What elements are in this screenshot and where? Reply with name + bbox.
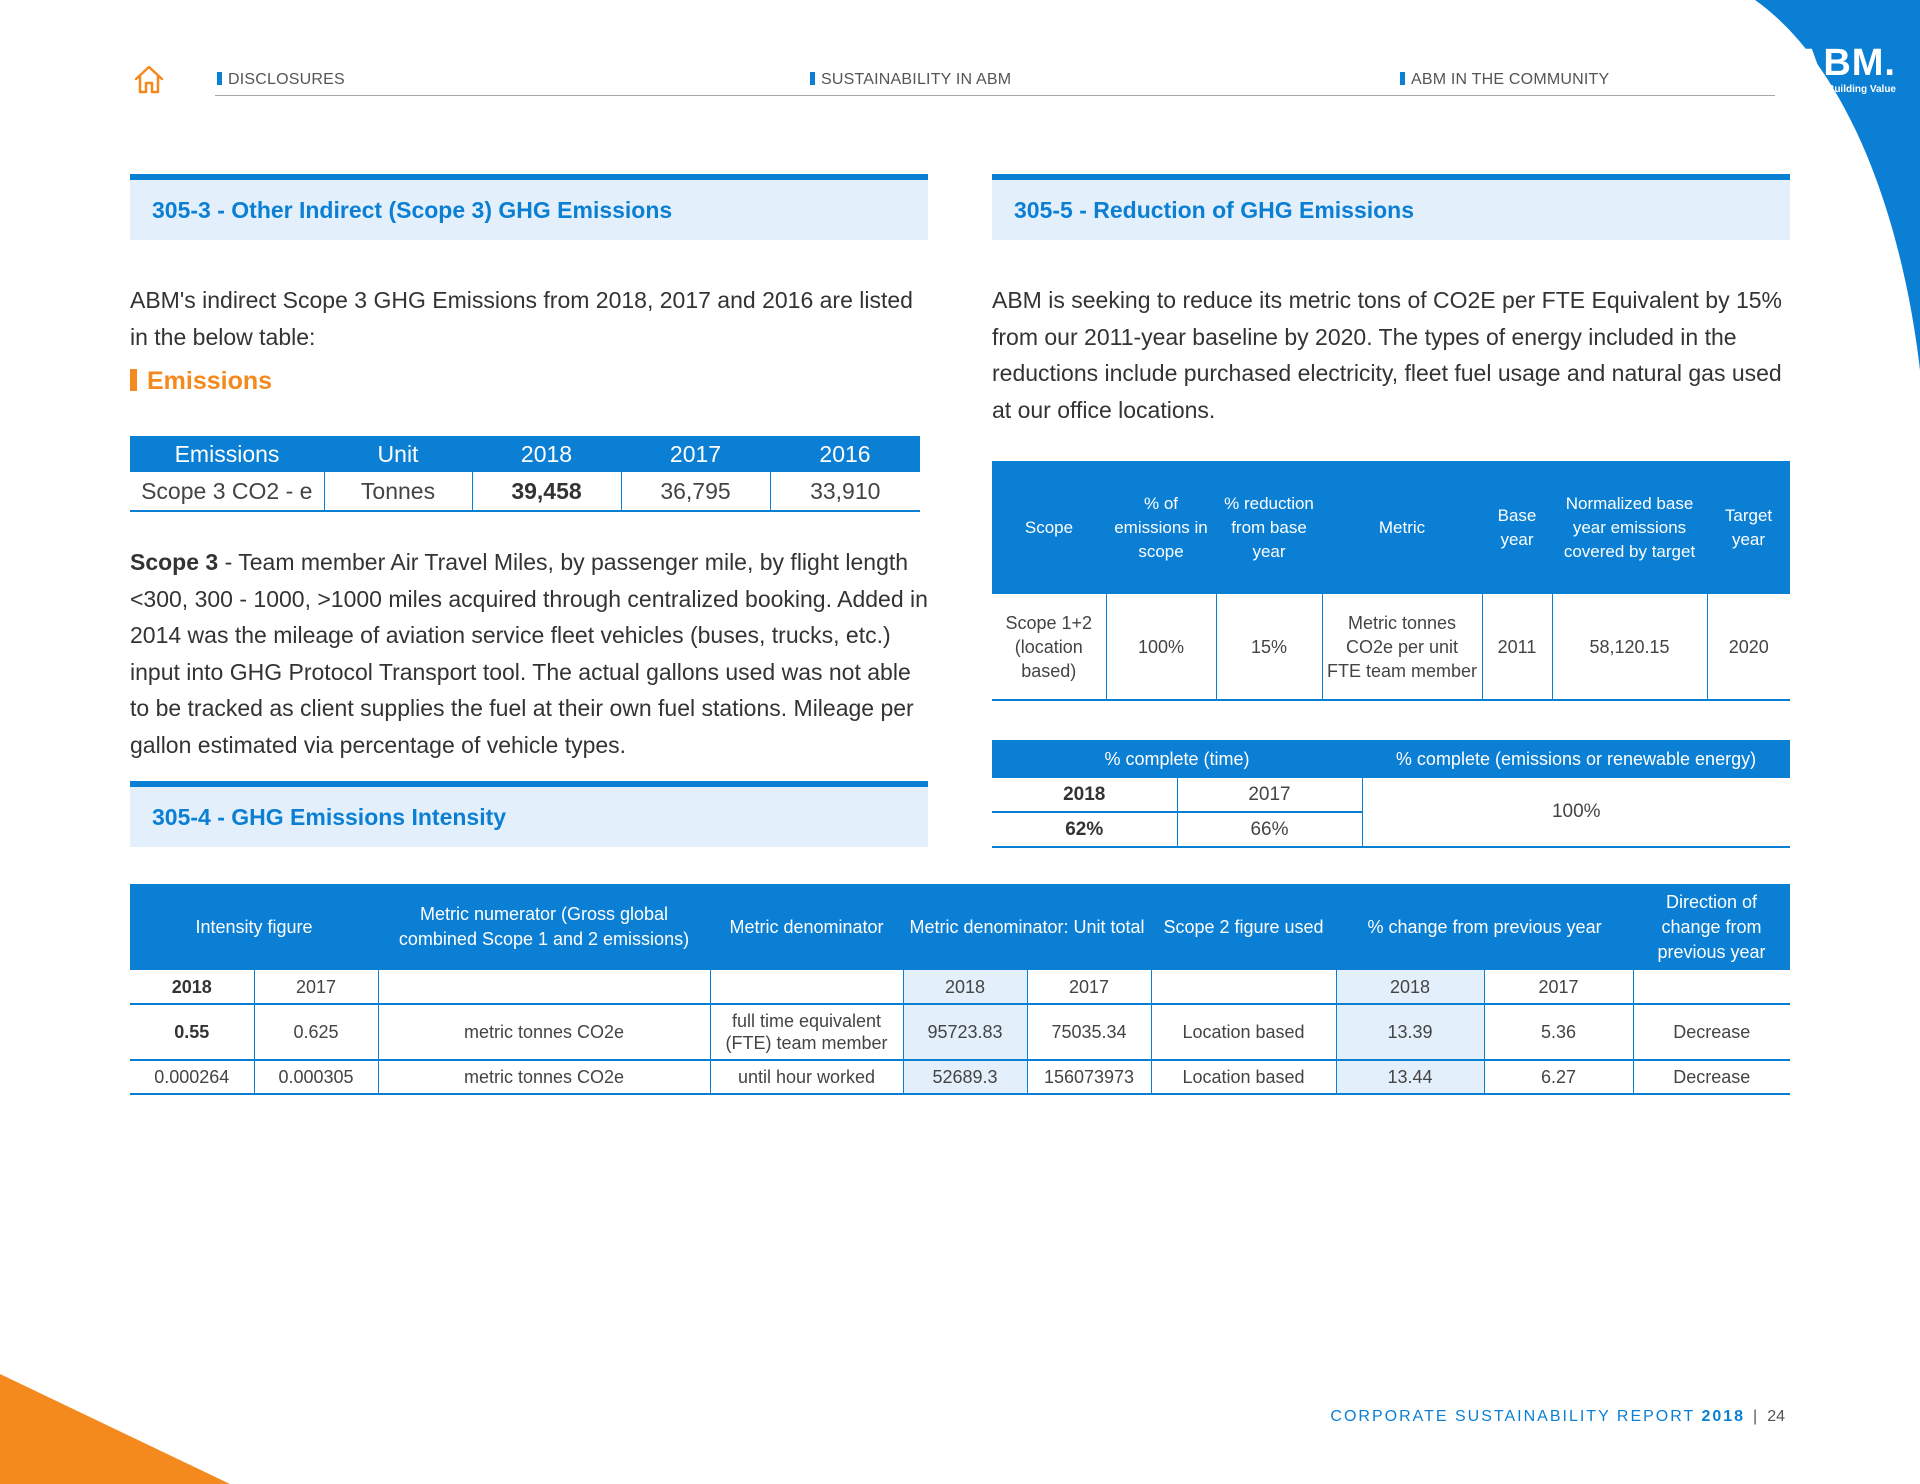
col-header-numerator: Metric numerator (Gross global combined Scope 1 and 2 emissions) xyxy=(378,884,710,970)
nav-sustainability[interactable]: SUSTAINABILITY IN ABM xyxy=(810,71,1011,89)
cell-base-year: 2011 xyxy=(1482,594,1552,700)
table-row xyxy=(130,472,920,511)
col-header-scope2: Scope 2 figure used xyxy=(1151,884,1336,970)
cell-pct-2018: 62% xyxy=(992,812,1177,847)
cell-target-year: 2020 xyxy=(1707,594,1790,700)
cell-pct-in-scope: 100% xyxy=(1106,594,1216,700)
section-heading-305-4: 305-4 - GHG Emissions Intensity xyxy=(130,781,928,847)
table-row xyxy=(130,1060,1790,1094)
footer-separator: | xyxy=(1753,1408,1760,1425)
cell-change-year-2017: 2017 xyxy=(1484,970,1633,1004)
cell-emissions-type: Scope 3 CO2 - e xyxy=(130,472,324,511)
scope3-text: - Team member Air Travel Miles, by passenger mile, by flight length <300, 300 - 1000, >1000 miles acquired through centralized booking. Added in 2014 was the mileage of aviation service fleet vehicles (buses, trucks, etc.) input into GHG Protocol Transport tool. The actual gallons used was not able to be tracked as client supplies the fuel at their own fuel stations. Mileage per gallon estimated via percentage of vehicle types. xyxy=(130,549,928,758)
cell-year-2017: 2017 xyxy=(1177,778,1362,812)
col-header-normalized: Normalized base year emissions covered by target xyxy=(1552,461,1707,594)
cell-numerator: metric tonnes CO2e xyxy=(378,1004,710,1060)
col-header-denominator: Metric denominator xyxy=(710,884,903,970)
orange-corner-triangle xyxy=(0,1374,230,1484)
col-header-direction: Direction of change from previous year xyxy=(1633,884,1790,970)
col-header-complete-time: % complete (time) xyxy=(992,740,1362,778)
col-header-2016: 2016 xyxy=(770,436,920,472)
cell-pct-reduction: 15% xyxy=(1216,594,1322,700)
cell-direction: Decrease xyxy=(1633,1060,1790,1094)
table-row xyxy=(992,594,1790,700)
cell-change-2017: 5.36 xyxy=(1484,1004,1633,1060)
nav-disclosures[interactable]: DISCLOSURES xyxy=(217,71,345,89)
col-header-metric: Metric xyxy=(1322,461,1482,594)
col-header-unit-total: Metric denominator: Unit total xyxy=(903,884,1151,970)
table-row xyxy=(130,970,1790,1004)
cell-unit: Tonnes xyxy=(324,472,472,511)
cell-intensity-year-2017: 2017 xyxy=(254,970,378,1004)
cell-empty xyxy=(710,970,903,1004)
cell-change-year-2018: 2018 xyxy=(1336,970,1484,1004)
home-icon[interactable] xyxy=(132,62,166,96)
col-header-pct-change: % change from previous year xyxy=(1336,884,1633,970)
cell-numerator: metric tonnes CO2e xyxy=(378,1060,710,1094)
reduction-table xyxy=(992,461,1790,701)
cell-change-2017: 6.27 xyxy=(1484,1060,1633,1094)
cell-unit-total-2018: 95723.83 xyxy=(903,1004,1027,1060)
cell-pct-2017: 66% xyxy=(1177,812,1362,847)
col-header-scope: Scope xyxy=(992,461,1106,594)
cell-metric: Metric tonnes CO2e per unit FTE team member xyxy=(1322,594,1482,700)
cell-unit-year-2017: 2017 xyxy=(1027,970,1151,1004)
cell-year-2018: 2018 xyxy=(992,778,1177,812)
cell-change-2018: 13.39 xyxy=(1336,1004,1484,1060)
col-header-base-year: Base year xyxy=(1482,461,1552,594)
page-footer xyxy=(1330,1408,1785,1426)
scope3-label: Scope 3 xyxy=(130,549,219,575)
cell-2017: 36,795 xyxy=(621,472,770,511)
cell-intensity-2018: 0.55 xyxy=(130,1004,254,1060)
section-heading-305-5: 305-5 - Reduction of GHG Emissions xyxy=(992,174,1790,240)
cell-unit-total-2018: 52689.3 xyxy=(903,1060,1027,1094)
completion-table xyxy=(992,740,1790,848)
cell-direction: Decrease xyxy=(1633,1004,1790,1060)
col-header-2018: 2018 xyxy=(472,436,621,472)
col-header-emissions: Emissions xyxy=(130,436,324,472)
footer-year: 2018 xyxy=(1701,1408,1746,1425)
emissions-table xyxy=(130,436,920,512)
nav-community[interactable]: ABM IN THE COMMUNITY xyxy=(1400,71,1609,89)
cell-unit-total-2017: 156073973 xyxy=(1027,1060,1151,1094)
cell-2018: 39,458 xyxy=(472,472,621,511)
col-header-pct-in-scope: % of emissions in scope xyxy=(1106,461,1216,594)
col-header-complete-emissions: % complete (emissions or renewable energy) xyxy=(1362,740,1790,778)
cell-2016: 33,910 xyxy=(770,472,920,511)
cell-scope2: Location based xyxy=(1151,1004,1336,1060)
cell-unit-total-2017: 75035.34 xyxy=(1027,1004,1151,1060)
cell-intensity-year-2018: 2018 xyxy=(130,970,254,1004)
col-header-target-year: Target year xyxy=(1707,461,1790,594)
cell-unit-year-2018: 2018 xyxy=(903,970,1027,1004)
abm-logo xyxy=(1786,44,1896,95)
col-header-intensity: Intensity figure xyxy=(130,884,378,970)
logo-tagline: Building Value xyxy=(1827,84,1896,95)
footer-report-label: CORPORATE SUSTAINABILITY REPORT xyxy=(1330,1408,1695,1425)
col-header-pct-reduction: % reduction from base year xyxy=(1216,461,1322,594)
col-header-2017: 2017 xyxy=(621,436,770,472)
page-number: 24 xyxy=(1767,1408,1785,1425)
nav-divider xyxy=(215,95,1775,96)
cell-empty xyxy=(378,970,710,1004)
cell-emissions-complete: 100% xyxy=(1362,778,1790,847)
section-heading-305-3: 305-3 - Other Indirect (Scope 3) GHG Emissions xyxy=(130,174,928,240)
cell-change-2018: 13.44 xyxy=(1336,1060,1484,1094)
scope3-intro: ABM's indirect Scope 3 GHG Emissions from 2018, 2017 and 2016 are listed in the below table: xyxy=(130,287,913,350)
cell-intensity-2018: 0.000264 xyxy=(130,1060,254,1094)
logo-name: ABM. xyxy=(1794,42,1896,84)
cell-empty xyxy=(1633,970,1790,1004)
col-header-unit: Unit xyxy=(324,436,472,472)
reduction-intro: ABM is seeking to reduce its metric tons of CO2E per FTE Equivalent by 15% from our 2011-year baseline by 2020. The types of energy included in the reductions include purchased electricity, fleet fuel usage and natural gas used at our office locations. xyxy=(992,287,1783,423)
table-row xyxy=(992,778,1790,812)
cell-intensity-2017: 0.625 xyxy=(254,1004,378,1060)
cell-scope2: Location based xyxy=(1151,1060,1336,1094)
emissions-subheading: Emissions xyxy=(130,367,272,396)
cell-denominator: until hour worked xyxy=(710,1060,903,1094)
cell-intensity-2017: 0.000305 xyxy=(254,1060,378,1094)
scope3-description xyxy=(130,544,932,763)
cell-empty xyxy=(1151,970,1336,1004)
table-row xyxy=(130,1004,1790,1060)
cell-normalized: 58,120.15 xyxy=(1552,594,1707,700)
cell-scope: Scope 1+2 (location based) xyxy=(992,594,1106,700)
cell-denominator: full time equivalent (FTE) team member xyxy=(710,1004,903,1060)
intensity-table xyxy=(130,884,1790,1095)
